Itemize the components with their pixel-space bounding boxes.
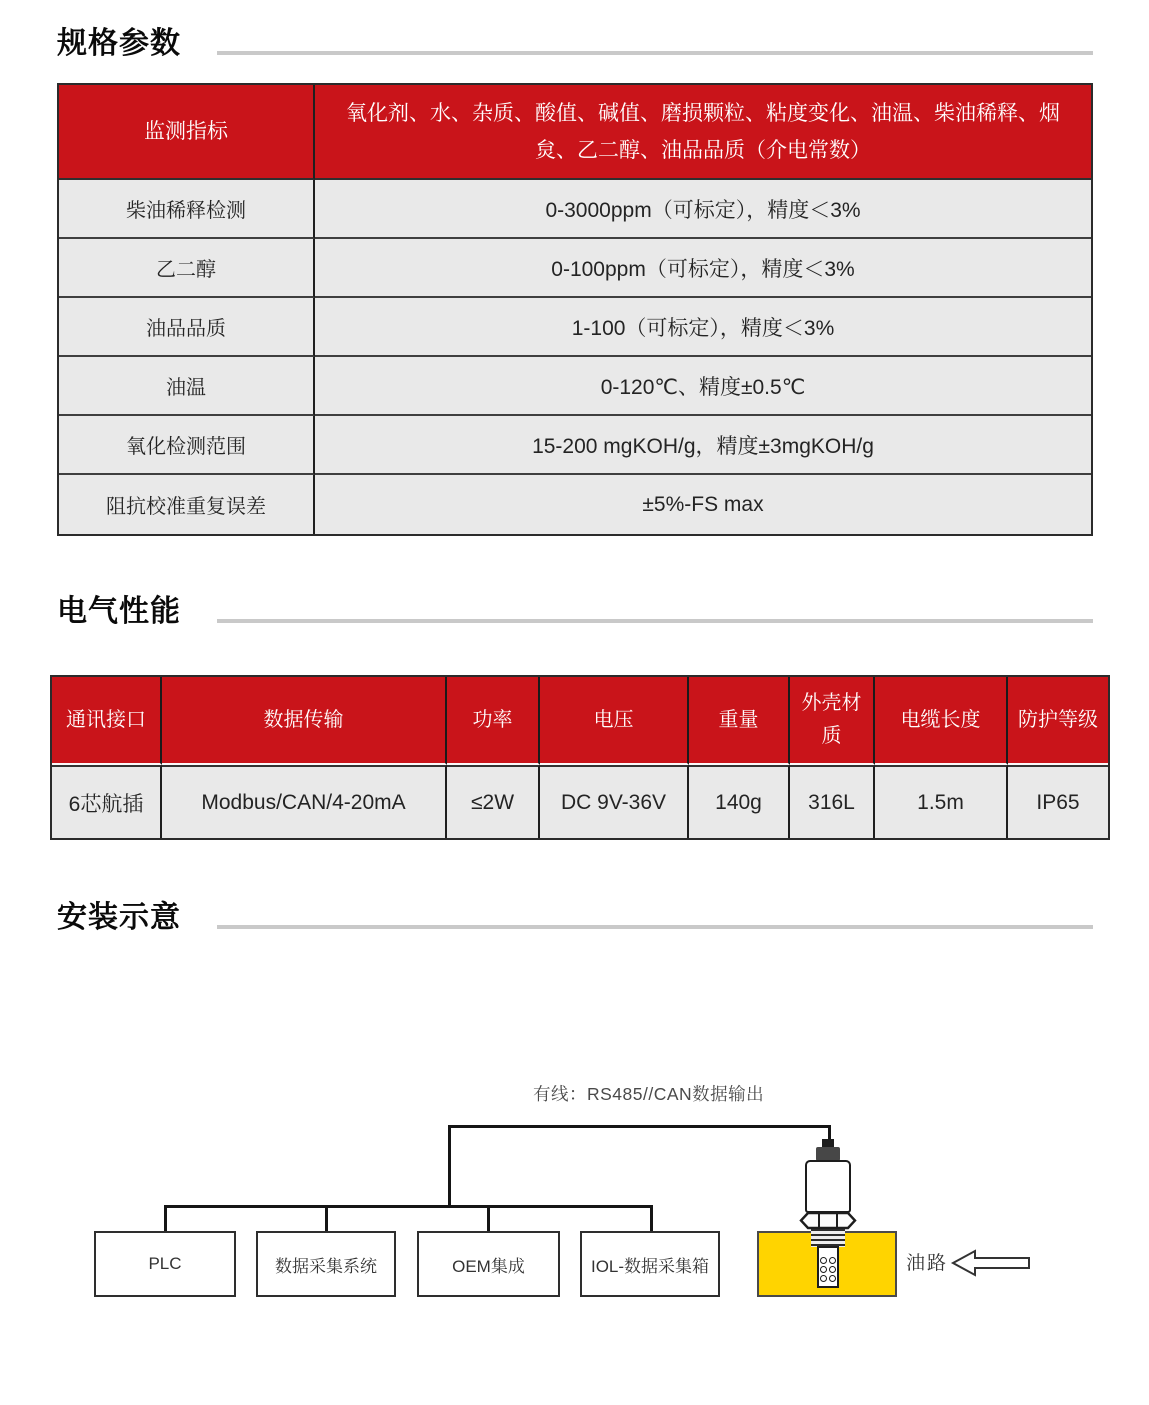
table-row (59, 357, 1091, 416)
col-header: 电压 (540, 677, 689, 765)
spec-row-value: 1-100（可标定），精度＜3% (315, 298, 1091, 357)
spec-row-value: 0-100ppm（可标定），精度＜3% (315, 239, 1091, 298)
node-iol-box (580, 1231, 720, 1297)
probe-hole (829, 1257, 836, 1264)
spec-header-label: 监测指标 (59, 85, 315, 180)
col-header: 功率 (447, 677, 540, 765)
node-oem (417, 1231, 560, 1297)
table-row (59, 475, 1091, 534)
probe-hole (820, 1266, 827, 1273)
table-row (59, 298, 1091, 357)
probe-hole (829, 1275, 836, 1282)
node-label: IOL-数据采集箱 (590, 1256, 710, 1276)
section-header-install (57, 900, 1093, 936)
probe-hole (829, 1266, 836, 1273)
spec-row-label: 油品品质 (59, 298, 315, 357)
col-header: 重量 (689, 677, 790, 765)
spec-row-label: 油温 (59, 357, 315, 416)
cell-value: IP65 (1008, 765, 1108, 838)
cell-value: 140g (689, 765, 790, 838)
spec-row-value: ±5%-FS max (642, 492, 764, 516)
wire-drop-oem (487, 1205, 490, 1233)
node-plc (94, 1231, 236, 1297)
spec-row-label: 氧化检测范围 (59, 416, 315, 475)
cell-value: 6芯航插 (52, 765, 162, 838)
sensor-hex-nut (799, 1211, 857, 1230)
node-daq-system (256, 1231, 396, 1297)
oil-path-label: 油路 (906, 1253, 949, 1274)
section-rule (217, 925, 1093, 929)
sensor-probe (817, 1246, 839, 1288)
spec-header-value: 氧化剂、水、杂质、酸值、碱值、磨损颗粒、粘度变化、油温、柴油稀释、烟炱、乙二醇、油品品质（介电常数） (315, 85, 1091, 180)
table-row (59, 180, 1091, 239)
wire-drop-plc (164, 1205, 167, 1233)
wire-top-line (448, 1125, 831, 1128)
probe-hole (820, 1257, 827, 1264)
flow-arrow-icon (950, 1248, 1032, 1278)
spec-row-label: 乙二醇 (59, 239, 315, 298)
spec-table (57, 83, 1093, 536)
sensor-thread (811, 1229, 845, 1247)
section-rule (217, 51, 1093, 55)
spec-row-label: 阻抗校准重复误差 (59, 475, 315, 534)
spec-row-label: 柴油稀释检测 (59, 180, 315, 239)
electrical-header-row (52, 677, 1108, 765)
cell-value: DC 9V-36V (540, 765, 689, 838)
col-header: 电缆长度 (875, 677, 1008, 765)
section-title-spec: 规格参数 (57, 27, 181, 60)
cell-value: 316L (790, 765, 875, 838)
col-header: 数据传输 (162, 677, 447, 765)
wire-output-label: 有线：RS485//CAN数据输出 (533, 1084, 765, 1104)
wire-trunk-line (448, 1125, 451, 1208)
node-label: PLC (148, 1254, 182, 1273)
spec-row-value: 0-3000ppm（可标定），精度＜3% (315, 180, 1091, 239)
spec-row-value: 0-120℃、精度±0.5℃ (315, 357, 1091, 416)
sensor-body (805, 1160, 851, 1213)
wire-bus-line (164, 1205, 653, 1208)
section-header-electrical (57, 594, 1093, 630)
electrical-table (50, 675, 1110, 840)
table-row (59, 416, 1091, 475)
installation-diagram (0, 936, 1149, 1393)
cell-value: 1.5m (875, 765, 1008, 838)
spec-table-header-row (59, 85, 1091, 180)
sensor-connector (816, 1147, 840, 1161)
node-label: 数据采集系统 (275, 1256, 377, 1276)
electrical-data-row (52, 765, 1108, 838)
probe-hole (820, 1275, 827, 1282)
col-header: 防护等级 (1008, 677, 1108, 765)
table-row (59, 239, 1091, 298)
spec-row-value: 15-200 mgKOH/g，精度±3mgKOH/g (315, 416, 1091, 475)
col-header: 通讯接口 (52, 677, 162, 765)
wire-drop-daq (325, 1205, 328, 1233)
cell-value: Modbus/CAN/4-20mA (162, 765, 447, 838)
cell-value: ≤2W (447, 765, 540, 838)
section-rule (217, 619, 1093, 623)
section-title-install: 安装示意 (57, 901, 181, 934)
wire-drop-iol (650, 1205, 653, 1233)
section-title-electrical: 电气性能 (57, 595, 181, 628)
section-header-spec (57, 0, 1093, 62)
node-label: OEM集成 (452, 1256, 525, 1276)
col-header: 外壳材质 (790, 677, 875, 765)
